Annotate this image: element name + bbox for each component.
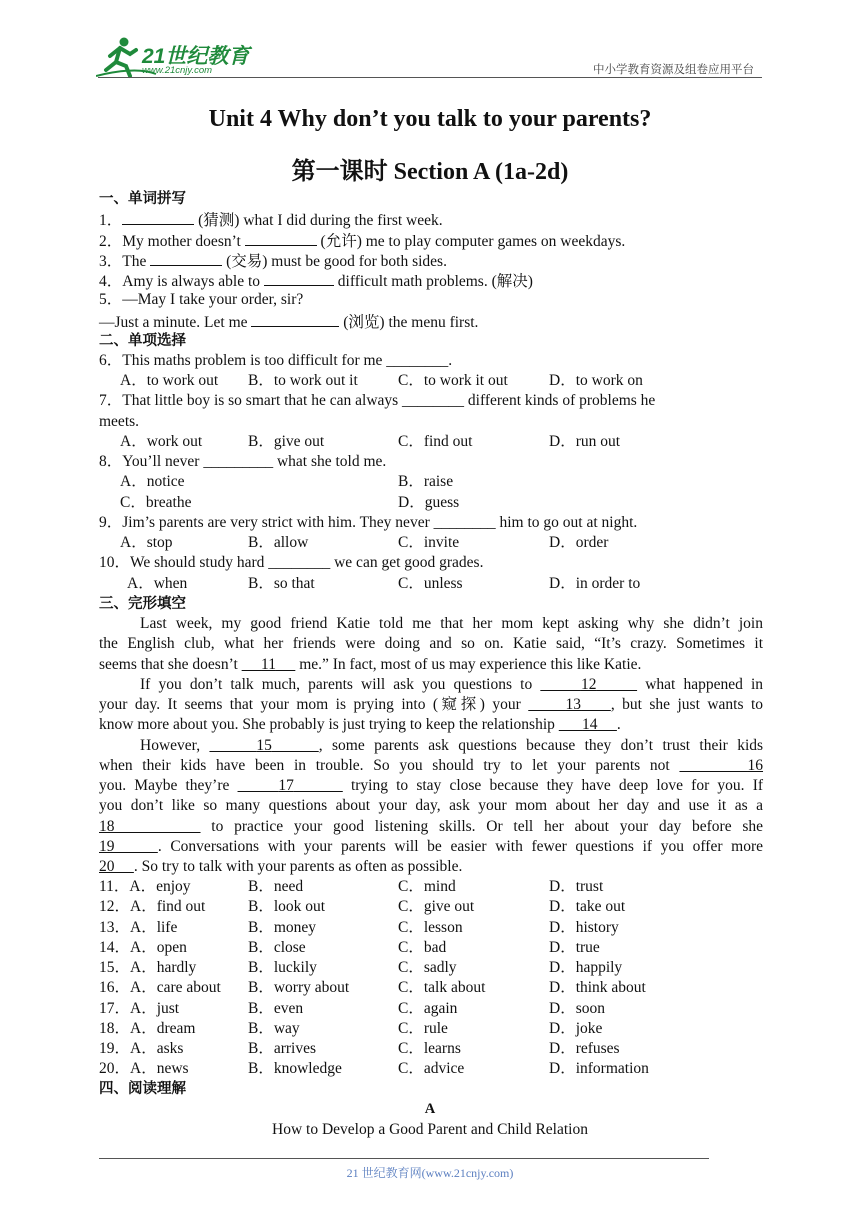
cloze-line: your day. It seems that your mom is prying into (窥探) your 13 , but she just wants to — [99, 696, 764, 713]
cloze-option-18-d[interactable]: D．joke — [549, 1019, 603, 1037]
question-1: 1． (猜测) what I did during the first week. — [99, 209, 443, 231]
option-6a[interactable]: A．to work out — [120, 372, 219, 389]
cloze-option-15-c[interactable]: C．sadly — [398, 959, 457, 976]
cloze-option-20-a[interactable]: 20．A．news — [99, 1060, 189, 1078]
logo-text: 21世纪教育 — [142, 45, 250, 68]
blank-13[interactable]: 13 — [565, 696, 582, 713]
cloze-option-20-b[interactable]: B．knowledge — [248, 1060, 342, 1078]
option-10c[interactable]: C．unless — [398, 575, 463, 592]
answer-blank[interactable] — [150, 250, 222, 266]
question-9-stem: 9．Jim’s parents are very strict with him. They never ________ him to go out at night. — [99, 514, 638, 531]
option-7a[interactable]: A．work out — [120, 433, 203, 450]
answer-blank[interactable] — [264, 270, 334, 286]
question-10-stem: 10．We should study hard ________ we can get good grades. — [99, 554, 484, 571]
section-heading-spelling: 一、单词拼写 — [99, 191, 186, 207]
cloze-option-14-b[interactable]: B．close — [248, 938, 306, 956]
question-4: 4．Amy is always able to difficult math problems. (解决) — [99, 270, 533, 292]
option-7c[interactable]: C．find out — [398, 433, 473, 450]
cloze-option-11-b[interactable]: B．need — [248, 878, 304, 895]
cloze-option-11-a[interactable]: 11．A．enjoy — [99, 878, 191, 895]
option-6c[interactable]: C．to work it out — [398, 372, 508, 389]
answer-blank[interactable] — [122, 209, 194, 225]
question-7-stem-cont: meets. — [99, 413, 140, 430]
cloze-option-19-a[interactable]: 19．A．asks — [99, 1040, 184, 1057]
cloze-line: seems that she doesn’t 11 me.” In fact, most of us may experience this like Katie. — [99, 656, 642, 673]
blank-11[interactable]: 11 — [261, 656, 276, 673]
blank-16[interactable]: 16 — [747, 757, 764, 774]
option-10b[interactable]: B．so that — [248, 575, 315, 592]
blank-18[interactable]: 18 — [99, 818, 115, 835]
cloze-option-15-a[interactable]: 15．A．hardly — [99, 959, 197, 976]
cloze-option-14-a[interactable]: 14．A．open — [99, 938, 187, 956]
cloze-option-19-b[interactable]: B．arrives — [248, 1040, 317, 1057]
cloze-option-14-c[interactable]: C．bad — [398, 938, 447, 956]
section-heading-reading: 四、阅读理解 — [99, 1081, 186, 1097]
question-7-stem: 7．That little boy is so smart that he can always ________ different kinds of problems he — [99, 392, 656, 409]
option-10a[interactable]: A．when — [127, 575, 188, 592]
cloze-option-16-d[interactable]: D．think about — [549, 979, 646, 997]
option-7b[interactable]: B．give out — [248, 433, 325, 450]
cloze-option-19-c[interactable]: C．learns — [398, 1040, 461, 1057]
blank-19[interactable]: 19 — [99, 838, 115, 855]
header-platform-text: 中小学教育资源及组卷应用平台 — [593, 62, 754, 76]
answer-blank[interactable] — [251, 311, 339, 327]
cloze-option-16-c[interactable]: C．talk about — [398, 979, 486, 997]
passage-label: A — [424, 1101, 436, 1117]
cloze-option-12-a[interactable]: 12．A．find out — [99, 898, 206, 916]
cloze-option-11-c[interactable]: C．mind — [398, 878, 456, 895]
option-6d[interactable]: D．to work on — [549, 372, 643, 389]
section-heading-choice: 二、单项选择 — [99, 333, 186, 349]
cloze-line: 19 . Conversations with your parents will be easier with fewer questions if you offer more — [99, 838, 764, 855]
cloze-option-14-d[interactable]: D．true — [549, 938, 600, 956]
option-8d[interactable]: D．guess — [398, 494, 460, 511]
cloze-option-16-a[interactable]: 16．A．care about — [99, 979, 221, 997]
logo-url: www.21cnjy.com — [142, 65, 213, 76]
footer-divider — [99, 1158, 709, 1159]
cloze-option-13-b[interactable]: B．money — [248, 918, 317, 936]
option-6b[interactable]: B．to work out it — [248, 372, 358, 389]
blank-15[interactable]: 15 — [256, 737, 272, 754]
cloze-option-17-b[interactable]: B．even — [248, 999, 304, 1017]
option-9b[interactable]: B．allow — [248, 534, 309, 551]
cloze-option-20-c[interactable]: C．advice — [398, 1060, 465, 1078]
cloze-line: 20 . So try to talk with your parents as often as possible. — [99, 858, 463, 875]
option-8b[interactable]: B．raise — [398, 473, 454, 490]
cloze-option-19-d[interactable]: D．refuses — [549, 1040, 620, 1057]
cloze-line: when their kids have been in trouble. So you should try to let your parents not 16 — [99, 757, 764, 774]
cloze-line: If you don’t talk much, parents will ask you questions to 12 what happened in — [140, 676, 764, 693]
cloze-option-12-c[interactable]: C．give out — [398, 898, 475, 916]
cloze-option-17-a[interactable]: 17．A．just — [99, 999, 180, 1017]
cloze-line: 18 to practice your good listening skills. Or tell her about your day before she — [99, 818, 763, 835]
blank-20[interactable]: 20 — [99, 858, 115, 875]
blank-14[interactable]: 14 — [582, 716, 598, 733]
question-8-stem: 8．You’ll never _________ what she told me. — [99, 453, 387, 470]
cloze-option-18-a[interactable]: 18．A．dream — [99, 1019, 196, 1037]
cloze-option-13-a[interactable]: 13．A．life — [99, 918, 178, 936]
cloze-option-11-d[interactable]: D．trust — [549, 878, 604, 895]
cloze-option-12-b[interactable]: B．look out — [248, 898, 326, 916]
cloze-option-18-b[interactable]: B．way — [248, 1019, 300, 1037]
option-10d[interactable]: D．in order to — [549, 575, 641, 592]
cloze-line: know more about you. She probably is just trying to keep the relationship 14 . — [99, 716, 621, 733]
section-heading-cloze: 三、完形填空 — [99, 596, 186, 612]
page-subtitle: 第一课时 Section A (1a-2d) — [291, 159, 569, 185]
option-8a[interactable]: A．notice — [120, 473, 185, 490]
question-5-line1: 5．—May I take your order, sir? — [99, 291, 304, 308]
option-8c[interactable]: C．breathe — [120, 494, 192, 511]
cloze-option-15-d[interactable]: D．happily — [549, 959, 623, 976]
footer-link[interactable]: 21 世纪教育网(www.21cnjy.com) — [346, 1166, 514, 1180]
option-9d[interactable]: D．order — [549, 534, 609, 551]
answer-blank[interactable] — [245, 230, 317, 246]
page-title: Unit 4 Why don’t you talk to your parents? — [208, 106, 652, 132]
cloze-option-12-d[interactable]: D．take out — [549, 898, 626, 916]
option-9c[interactable]: C．invite — [398, 534, 460, 551]
cloze-line: you. Maybe they’re 17 trying to stay close because they have deep love for you. If — [99, 777, 764, 794]
cloze-option-15-b[interactable]: B．luckily — [248, 959, 317, 976]
cloze-option-16-b[interactable]: B．worry about — [248, 979, 350, 997]
option-9a[interactable]: A．stop — [120, 534, 173, 551]
question-6-stem: 6．This maths problem is too difficult for me ________. — [99, 352, 453, 369]
header-divider — [98, 77, 762, 78]
cloze-option-18-c[interactable]: C．rule — [398, 1019, 448, 1037]
cloze-option-17-c[interactable]: C．again — [398, 999, 458, 1017]
question-2: 2．My mother doesn’t (允许) me to play computer games on weekdays. — [99, 230, 625, 252]
cloze-option-20-d[interactable]: D．information — [549, 1060, 649, 1078]
cloze-option-13-d[interactable]: D．history — [549, 918, 619, 936]
cloze-line: However, 15 , some parents ask questions because they don’t trust their kids — [140, 737, 764, 754]
option-7d[interactable]: D．run out — [549, 433, 621, 450]
question-3: 3．The (交易) must be good for both sides. — [99, 250, 447, 272]
blank-17[interactable]: 17 — [278, 777, 294, 794]
passage-title: How to Develop a Good Parent and Child Relation — [272, 1121, 588, 1138]
cloze-line: you don’t like so many questions about your day, ask your mom about her day and use it as a — [99, 797, 763, 814]
cloze-line: Last week, my good friend Katie told me that her mom kept asking why she didn’t join — [140, 615, 763, 632]
cloze-option-17-d[interactable]: D．soon — [549, 999, 605, 1017]
blank-12[interactable]: 12 — [580, 676, 597, 693]
question-5-line2: —Just a minute. Let me (浏览) the menu first. — [99, 311, 478, 333]
cloze-option-13-c[interactable]: C．lesson — [398, 918, 463, 936]
cloze-line: the English club, what her friends were doing and so on. Katie said, “It’s crazy. Sometimes it — [99, 635, 763, 652]
